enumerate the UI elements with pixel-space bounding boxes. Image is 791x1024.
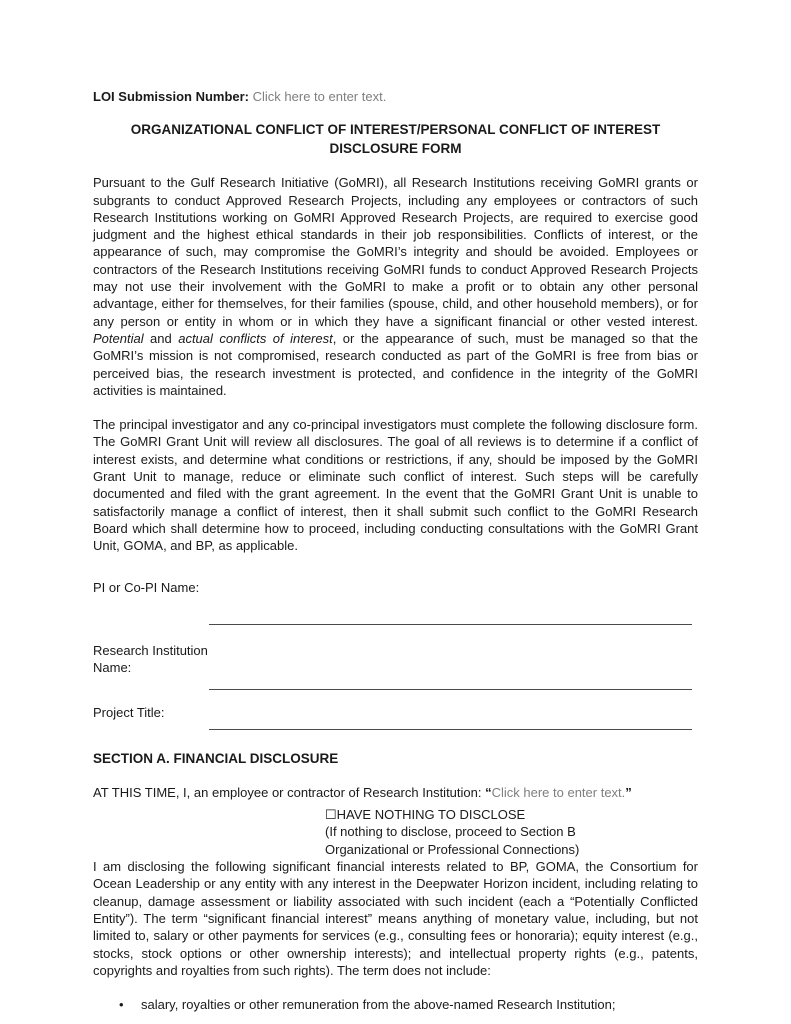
disclosure-note-line1: (If nothing to disclose, proceed to Section B — [325, 824, 576, 840]
section-a-statement-text: AT THIS TIME, I, an employee or contractor of Research Institution: — [93, 784, 486, 800]
nothing-to-disclose-row — [325, 806, 698, 823]
project-title-input[interactable] — [209, 728, 692, 730]
disclosure-bullet-text: salary, royalties or other remuneration from the above-named Research Institution; — [141, 997, 616, 1013]
financial-disclosure-paragraph: I am disclosing the following significant financial interests related to BP, GOMA, the Consortium for Ocean Leadership or any entity with any interest in the Deepwater Horizon incident, including relating to cleanup, damage assessment or liability associated with such incident (each a “Potentially Conflicted Entity”). The term “significant financial interest” means anything of monetary value, including, but not limited to, salary or other payments for services (e.g., consulting fees or honoraria); equity interest (e.g., stocks, stock options or other ownership interests); and intellectual property rights (e.g., patents, copyrights and royalties from such rights). The term does not include: — [93, 859, 698, 978]
bullet-icon: • — [119, 997, 124, 1013]
form-fields — [93, 579, 698, 730]
disclosure-bullet-item — [93, 996, 698, 1013]
loi-submission-row — [93, 88, 698, 105]
loi-submission-placeholder-field[interactable]: Click here to enter text. — [252, 89, 387, 104]
institution-name-field-row — [93, 642, 698, 690]
section-a-statement-row — [93, 784, 698, 801]
pi-name-input[interactable] — [209, 623, 692, 625]
close-quote: ” — [625, 784, 632, 800]
document-title-line1: ORGANIZATIONAL CONFLICT OF INTEREST/PERSONAL CONFLICT OF INTEREST — [130, 122, 661, 138]
intro-paragraph-1-closing: , or the appearance of such, must be managed so that the GoMRI’s mission is not compromised, research conducted as part of the GoMRI is free from bias or perceived bias, the research investment is protected, and confidence in the integrity of the GoMRI activities is maintained. — [93, 330, 698, 398]
project-title-label: Project Title: — [93, 704, 165, 720]
intro-paragraph-1 — [93, 174, 698, 399]
disclosure-note-line2: Organizational or Professional Connections) — [325, 841, 580, 857]
intro-paragraph-1-conjunction: and — [143, 330, 179, 346]
nothing-to-disclose-label: HAVE NOTHING TO DISCLOSE — [336, 807, 526, 823]
section-a-heading: SECTION A. FINANCIAL DISCLOSURE — [93, 750, 339, 766]
nothing-to-disclose-block — [325, 806, 698, 858]
intro-paragraph-2: The principal investigator and any co-principal investigators must complete the following disclosure form. The GoMRI Grant Unit will review all disclosures. The goal of all reviews is to determine if a conflict of interest exists, and determine what conditions or restrictions, if any, should be imposed by the GoMRI Grant Unit to manage, reduce or eliminate such conflict of interest. Such steps will be carefully documented and filed with the grant agreement. In the event that the GoMRI Grant Unit is unable to satisfactorily manage a conflict of interest, then it shall submit such conflict to the GoMRI Research Board which shall determine how to proceed, including conducting consultations with the GoMRI Grant Unit, GOMA, and BP, as applicable. — [93, 417, 698, 554]
institution-placeholder-field[interactable]: Click here to enter text. — [491, 784, 626, 800]
document-title-line2: DISCLOSURE FORM — [329, 141, 462, 157]
institution-name-input[interactable] — [209, 688, 692, 690]
intro-paragraph-1-italic-potential: Potential — [93, 330, 144, 346]
loi-submission-label: LOI Submission Number: — [93, 89, 250, 104]
project-title-field-row — [93, 704, 698, 730]
pi-name-field-row — [93, 579, 698, 625]
open-quote: “ — [485, 784, 492, 800]
pi-name-label: PI or Co-PI Name: — [93, 579, 200, 595]
document-title — [93, 120, 698, 158]
empty-checkbox-icon[interactable]: ☐ — [325, 807, 337, 823]
institution-name-label: Research Institution Name: — [93, 642, 208, 675]
intro-paragraph-1-italic-actual-conflicts: actual conflicts of interest — [178, 330, 333, 346]
intro-paragraph-1-text: Pursuant to the Gulf Research Initiative (GoMRI), all Research Institutions receiving GoMRI grants or subgrants to conduct Approved Research Projects, including any employees or contractors of such Research Institutions working on GoMRI Approved Research Projects, are required to exercise good judgment and the highest ethical standards in their job responsibilities. Conflicts of interest, or the appearance of such, may compromise the GoMRI’s integrity and should be avoided. Employees or contractors of the Research Institutions receiving GoMRI funds to conduct Approved Research Projects may not use their involvement with the GoMRI to make a profit or to obtain any other personal advantage, either for themselves, for their families (spouse, child, and other household members), or for any person or entity in whom or in which they have a significant financial or other vested interest. — [93, 175, 698, 329]
